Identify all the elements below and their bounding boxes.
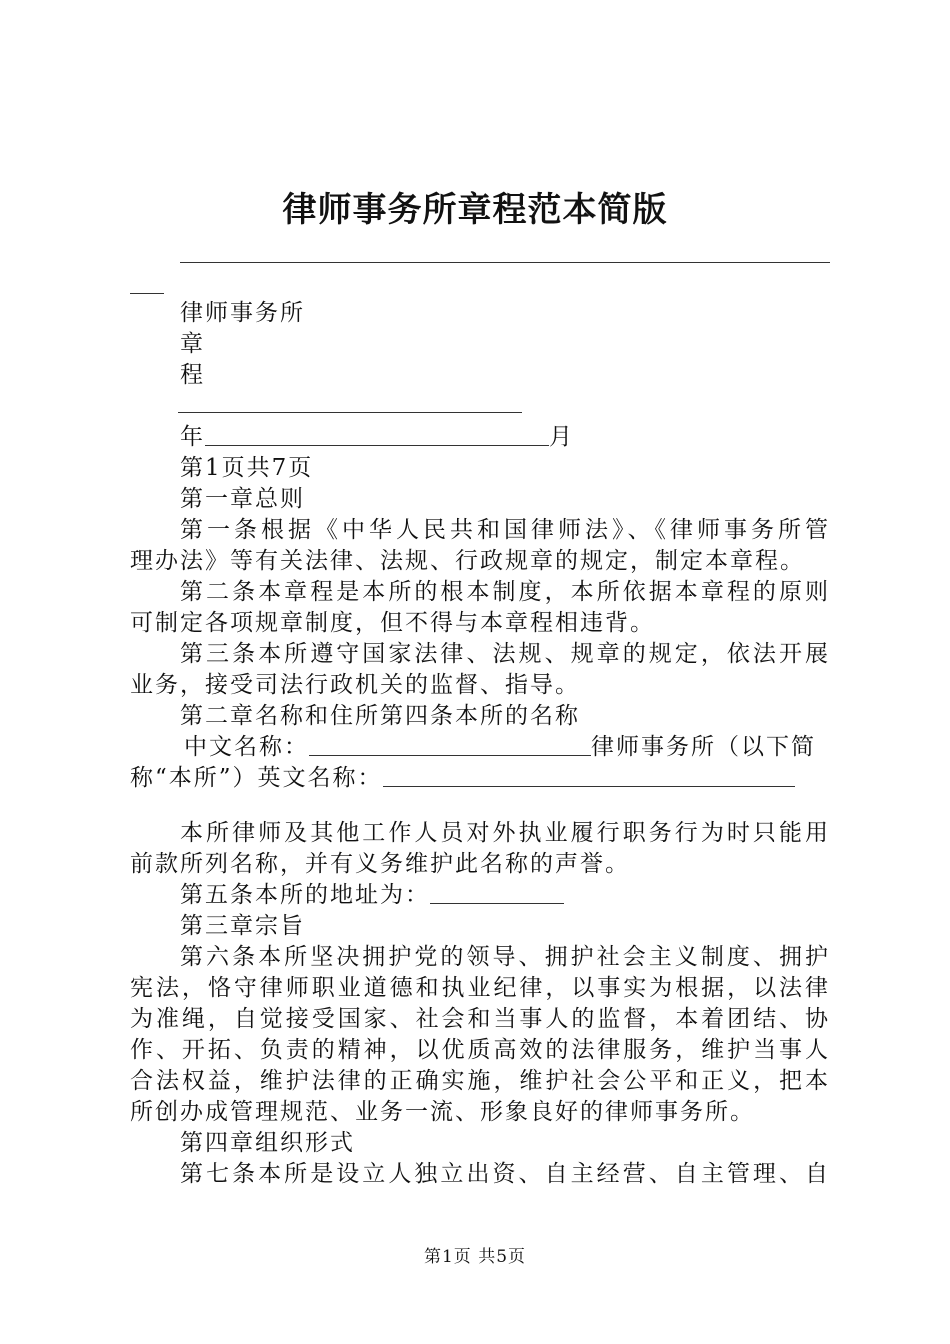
document-title: 律师事务所章程范本简版: [282, 190, 668, 230]
article-6-line-3: 为准绳，自觉接受国家、社会和当事人的监督，本着团结、协: [130, 1006, 830, 1032]
chinese-name-line: [184, 732, 830, 763]
article-1-line-2: 理办法》等有关法律、法规、行政规章的规定，制定本章程。: [130, 548, 805, 574]
year-label: 年: [180, 424, 205, 450]
month-label: 月: [549, 424, 574, 450]
address-label: 第五条本所的地址为：: [180, 882, 430, 908]
article-3-line-1: 第三条本所遵守国家法律、法规、规章的规定，依法开展: [180, 641, 830, 667]
name-note-line-1: 本所律师及其他工作人员对外执业履行职务行为时只能用: [180, 820, 830, 846]
cover-cheng: 程: [180, 362, 205, 388]
title-rule-tail: [130, 293, 164, 294]
article-6-line-6: 所创办成管理规范、业务一流、形象良好的律师事务所。: [130, 1099, 755, 1125]
chapter-4-heading: 第四章组织形式: [180, 1130, 355, 1156]
article-2-line-1: 第二条本章程是本所的根本制度，本所依据本章程的原则: [180, 579, 830, 605]
chinese-name-label: 中文名称：: [184, 734, 309, 760]
english-name-label: 称“本所”）英文名称：: [130, 765, 383, 791]
page-footer: 第1页 共5页: [423, 1247, 527, 1267]
chinese-name-suffix: 律师事务所（以下简: [591, 734, 816, 760]
cover-page-count: 第1页共7页: [180, 455, 314, 481]
article-1-line-1: 第一条根据《中华人民共和国律师法》、《律师事务所管: [180, 517, 830, 543]
article-5-line: [180, 880, 830, 911]
chapter-2-heading: 第二章名称和住所第四条本所的名称: [180, 703, 580, 729]
article-2-line-2: 可制定各项规章制度，但不得与本章程相违背。: [130, 610, 655, 636]
article-7-line-1: 第七条本所是设立人独立出资、自主经营、自主管理、自: [180, 1161, 830, 1187]
cover-name: 律师事务所: [180, 300, 305, 326]
article-6-line-4: 作、开拓、负责的精神，以优质高效的法律服务，维护当事人: [130, 1037, 830, 1063]
address-blank: [430, 881, 564, 904]
cover-blank-line: [178, 412, 522, 413]
article-6-line-2: 宪法，恪守律师职业道德和执业纪律，以事实为根据，以法律: [130, 975, 830, 1001]
english-name-line: [130, 763, 830, 794]
article-6-line-1: 第六条本所坚决拥护党的领导、拥护社会主义制度、拥护: [180, 944, 830, 970]
date-blank: [205, 423, 549, 446]
article-6-line-5: 合法权益，维护法律的正确实施，维护社会公平和正义，把本: [130, 1068, 830, 1094]
title-rule: [180, 262, 830, 263]
name-note-line-2: 前款所列名称，并有义务维护此名称的声誉。: [130, 851, 630, 877]
chapter-3-heading: 第三章宗旨: [180, 913, 305, 939]
article-3-line-2: 业务，接受司法行政机关的监督、指导。: [130, 672, 580, 698]
chapter-1-heading: 第一章总则: [180, 486, 305, 512]
chinese-name-blank: [309, 733, 591, 756]
english-name-blank: [383, 764, 795, 787]
cover-date-line: [180, 422, 830, 453]
cover-zhang: 章: [180, 331, 205, 357]
